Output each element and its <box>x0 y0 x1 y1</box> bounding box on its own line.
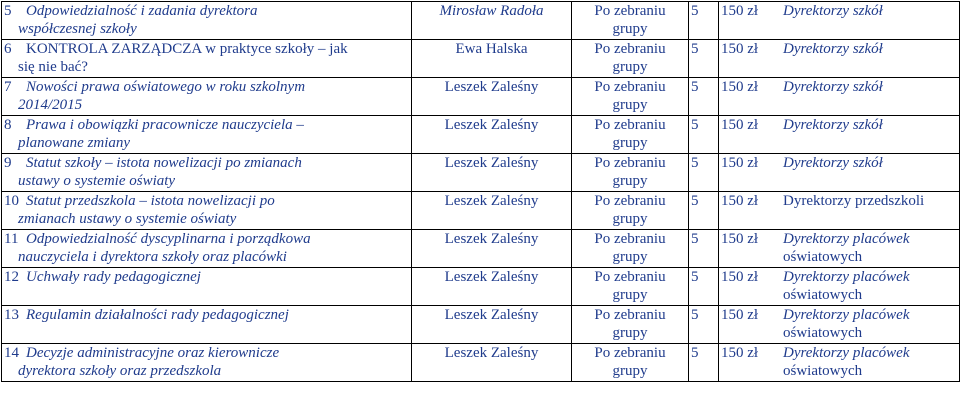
price-value: 150 zł <box>721 193 759 209</box>
hours-value: 5 <box>691 41 699 57</box>
training-table-body <box>2 2 960 382</box>
lecturer-cell <box>412 116 572 154</box>
row-number: 9 <box>4 155 12 171</box>
date-cell <box>572 230 689 268</box>
course-title-cell <box>2 116 412 154</box>
price-value: 150 zł <box>721 79 759 95</box>
hours-value: 5 <box>691 345 699 361</box>
lecturer-name: Ewa Halska <box>455 41 528 57</box>
lecturer-name: Leszek Zaleśny <box>444 193 539 209</box>
lecturer-cell <box>412 192 572 230</box>
lecturer-cell <box>412 2 572 40</box>
lecturer-name: Leszek Zaleśny <box>444 79 539 95</box>
price-audience-cell <box>719 40 960 78</box>
price-audience-cell <box>719 2 960 40</box>
date-line1: Po zebraniu <box>594 307 666 323</box>
table-row <box>2 306 960 344</box>
price-value: 150 zł <box>721 3 759 19</box>
lecturer-cell <box>412 344 572 382</box>
course-title-line1: Statut przedszkola – istota nowelizacji po <box>26 193 275 209</box>
course-title-line2: 2014/2015 <box>18 97 83 113</box>
date-cell <box>572 268 689 306</box>
table-row <box>2 116 960 154</box>
date-cell <box>572 78 689 116</box>
course-title-line1: Odpowiedzialność dyscyplinarna i porządkowa <box>26 231 311 247</box>
date-line1: Po zebraniu <box>594 41 666 57</box>
lecturer-cell <box>412 230 572 268</box>
date-line2: grupy <box>612 21 648 37</box>
hours-cell <box>689 344 719 382</box>
lecturer-name: Leszek Zaleśny <box>444 345 539 361</box>
table-row <box>2 78 960 116</box>
table-row <box>2 2 960 40</box>
hours-cell <box>689 192 719 230</box>
hours-cell <box>689 268 719 306</box>
price-value: 150 zł <box>721 155 759 171</box>
course-title-line1: Regulamin działalności rady pedagogicznej <box>26 307 289 323</box>
lecturer-name: Leszek Zaleśny <box>444 155 539 171</box>
course-title-cell <box>2 306 412 344</box>
price-audience-cell <box>719 116 960 154</box>
hours-cell <box>689 154 719 192</box>
course-title-line1: KONTROLA ZARZĄDCZA w praktyce szkoły – jak <box>26 41 348 57</box>
course-title-line1: Odpowiedzialność i zadania dyrektora <box>26 3 258 19</box>
audience-line1: Dyrektorzy szkół <box>783 79 883 95</box>
table-row <box>2 40 960 78</box>
price-value: 150 zł <box>721 231 759 247</box>
lecturer-cell <box>412 306 572 344</box>
row-number: 13 <box>4 307 19 323</box>
date-line1: Po zebraniu <box>594 3 666 19</box>
date-line2: grupy <box>612 97 648 113</box>
row-number: 14 <box>4 345 19 361</box>
hours-cell <box>689 2 719 40</box>
date-cell <box>572 192 689 230</box>
course-title-line2: zmianach ustawy o systemie oświaty <box>18 211 237 227</box>
audience-line1: Dyrektorzy placówek <box>783 307 910 323</box>
price-value: 150 zł <box>721 307 759 323</box>
hours-value: 5 <box>691 269 699 285</box>
lecturer-name: Leszek Zaleśny <box>444 231 539 247</box>
date-line1: Po zebraniu <box>594 269 666 285</box>
course-title-line1: Uchwały rady pedagogicznej <box>26 269 201 285</box>
price-audience-cell <box>719 268 960 306</box>
hours-value: 5 <box>691 79 699 95</box>
table-row <box>2 230 960 268</box>
lecturer-name: Mirosław Radoła <box>439 3 544 19</box>
hours-value: 5 <box>691 155 699 171</box>
date-cell <box>572 116 689 154</box>
hours-cell <box>689 230 719 268</box>
audience-line2: oświatowych <box>783 249 863 265</box>
row-number: 6 <box>4 41 12 57</box>
course-title-cell <box>2 268 412 306</box>
course-title-line2: nauczyciela i dyrektora szkoły oraz placówki <box>18 249 287 265</box>
row-number: 11 <box>4 231 19 247</box>
row-number: 5 <box>4 3 12 19</box>
date-line1: Po zebraniu <box>594 79 666 95</box>
audience-line1: Dyrektorzy szkół <box>783 155 883 171</box>
price-audience-cell <box>719 344 960 382</box>
hours-value: 5 <box>691 117 699 133</box>
date-line1: Po zebraniu <box>594 231 666 247</box>
audience-line1: Dyrektorzy przedszkoli <box>783 193 925 209</box>
lecturer-cell <box>412 78 572 116</box>
audience-line1: Dyrektorzy szkół <box>783 3 883 19</box>
row-number: 12 <box>4 269 19 285</box>
date-cell <box>572 40 689 78</box>
course-title-line1: Decyzje administracyjne oraz kierownicze <box>26 345 280 361</box>
table-row <box>2 268 960 306</box>
lecturer-name: Leszek Zaleśny <box>444 269 539 285</box>
hours-cell <box>689 306 719 344</box>
course-title-cell <box>2 192 412 230</box>
date-line2: grupy <box>612 249 648 265</box>
price-value: 150 zł <box>721 117 759 133</box>
hours-cell <box>689 78 719 116</box>
row-number: 8 <box>4 117 12 133</box>
lecturer-name: Leszek Zaleśny <box>444 117 539 133</box>
price-audience-cell <box>719 230 960 268</box>
date-cell <box>572 2 689 40</box>
audience-line1: Dyrektorzy placówek <box>783 269 910 285</box>
date-line2: grupy <box>612 173 648 189</box>
course-title-line2: się nie bać? <box>18 59 88 75</box>
hours-value: 5 <box>691 3 699 19</box>
date-line1: Po zebraniu <box>594 117 666 133</box>
course-title-cell <box>2 78 412 116</box>
course-title-line2: ustawy o systemie oświaty <box>18 173 176 189</box>
price-audience-cell <box>719 306 960 344</box>
course-title-line1: Nowości prawa oświatowego w roku szkolnym <box>26 79 306 95</box>
audience-line2: oświatowych <box>783 363 863 379</box>
course-title-line1: Prawa i obowiązki pracownicze nauczyciela – <box>26 117 304 133</box>
audience-line1: Dyrektorzy placówek <box>783 231 910 247</box>
course-title-cell <box>2 230 412 268</box>
date-line1: Po zebraniu <box>594 345 666 361</box>
row-number: 7 <box>4 79 12 95</box>
course-title-cell <box>2 2 412 40</box>
date-line2: grupy <box>612 325 648 341</box>
hours-value: 5 <box>691 307 699 323</box>
hours-value: 5 <box>691 231 699 247</box>
course-title-line2: planowane zmiany <box>18 135 131 151</box>
date-line2: grupy <box>612 287 648 303</box>
hours-cell <box>689 116 719 154</box>
date-cell <box>572 306 689 344</box>
hours-value: 5 <box>691 193 699 209</box>
price-value: 150 zł <box>721 41 759 57</box>
price-audience-cell <box>719 192 960 230</box>
date-cell <box>572 344 689 382</box>
audience-line2: oświatowych <box>783 287 863 303</box>
course-title-line1: Statut szkoły – istota nowelizacji po zmianach <box>26 155 302 171</box>
price-value: 150 zł <box>721 345 759 361</box>
date-line2: grupy <box>612 211 648 227</box>
price-audience-cell <box>719 154 960 192</box>
table-row <box>2 192 960 230</box>
lecturer-cell <box>412 268 572 306</box>
audience-line1: Dyrektorzy szkół <box>783 117 883 133</box>
lecturer-cell <box>412 154 572 192</box>
audience-line1: Dyrektorzy szkół <box>783 41 883 57</box>
audience-line2: oświatowych <box>783 325 863 341</box>
audience-line1: Dyrektorzy placówek <box>783 345 910 361</box>
date-line2: grupy <box>612 363 648 379</box>
course-title-cell <box>2 40 412 78</box>
training-table <box>1 1 960 382</box>
date-line2: grupy <box>612 135 648 151</box>
table-row <box>2 344 960 382</box>
course-title-line2: współczesnej szkoły <box>18 21 137 37</box>
course-title-line2: dyrektora szkoły oraz przedszkola <box>18 363 222 379</box>
date-line1: Po zebraniu <box>594 155 666 171</box>
price-value: 150 zł <box>721 269 759 285</box>
lecturer-name: Leszek Zaleśny <box>444 307 539 323</box>
date-line2: grupy <box>612 59 648 75</box>
lecturer-cell <box>412 40 572 78</box>
date-line1: Po zebraniu <box>594 193 666 209</box>
course-title-cell <box>2 154 412 192</box>
date-cell <box>572 154 689 192</box>
table-row <box>2 154 960 192</box>
price-audience-cell <box>719 78 960 116</box>
course-title-cell <box>2 344 412 382</box>
hours-cell <box>689 40 719 78</box>
row-number: 10 <box>4 193 19 209</box>
